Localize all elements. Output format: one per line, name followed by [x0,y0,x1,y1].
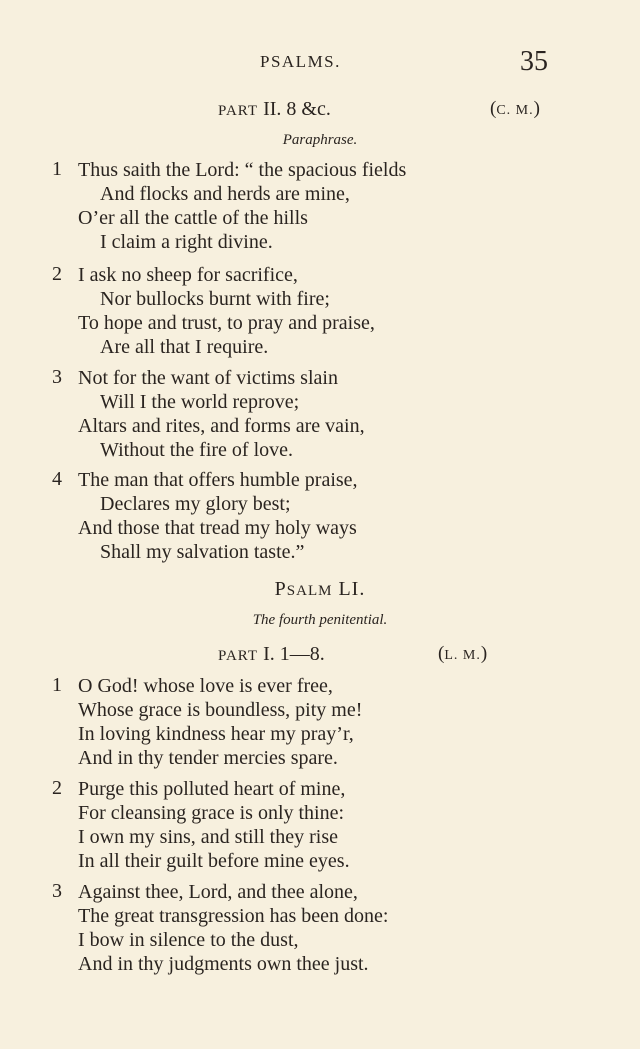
verse-number: 3 [52,366,62,388]
verse-line: Whose grace is boundless, pity me! [78,699,363,721]
verse-line: O’er all the cattle of the hills [78,207,308,229]
verse-line: And flocks and herds are mine, [100,183,350,205]
verse-number: 1 [52,674,62,696]
meter-label: (C. M.) [490,98,540,119]
verse-line: Without the fire of love. [100,439,294,461]
verse-line: For cleansing grace is only thine: [78,802,345,824]
verse-line: The great transgression has been done: [78,905,389,927]
part-label: PART I. 1—8. [218,643,325,665]
verse-number: 1 [52,158,62,180]
verse-line: In all their guilt before mine eyes. [78,850,350,872]
running-head [0,46,640,80]
verse-line: And in thy judgments own thee just. [78,953,369,975]
verse-line: To hope and trust, to pray and praise, [78,312,375,334]
verse-line: Shall my salvation taste.” [100,541,305,563]
verse-line: And those that tread my holy ways [78,517,357,539]
verse-line: Are all that I require. [100,336,269,358]
psalm-subtitle: The fourth penitential. [252,612,388,628]
verse-line: Nor bullocks burnt with fire; [100,288,330,310]
verse-line: O God! whose love is ever free, [78,675,333,697]
verse-number: 3 [52,880,62,902]
verse [0,366,640,462]
verse-number: 2 [52,777,62,799]
running-title: PSALMS. [260,52,341,71]
verse-number: 2 [52,263,62,285]
verse [0,674,640,770]
verse [0,880,640,976]
verse-line: I bow in silence to the dust, [78,929,299,951]
verse [0,777,640,873]
verse-line: Declares my glory best; [100,493,291,515]
meter-label: (L. M.) [438,643,488,664]
part-heading [0,98,640,124]
part-label: PART II. 8 &c. [218,98,331,120]
section-subtitle: Paraphrase. [282,132,358,148]
verse-line: In loving kindness hear my pray’r, [78,723,354,745]
verse-number: 4 [52,468,62,490]
verse-line: The man that offers humble praise, [78,469,358,491]
verse [0,158,640,254]
verse-line: I ask no sheep for sacrifice, [78,264,298,286]
verse [0,263,640,359]
verse-line: And in thy tender mercies spare. [78,747,338,769]
part-heading [0,643,640,669]
verse-line: Thus saith the Lord: “ the spacious fields [78,159,407,181]
verse-line: Not for the want of victims slain [78,367,338,389]
verse-line: Purge this polluted heart of mine, [78,778,346,800]
verse [0,468,640,564]
page-number: 35 [520,46,548,77]
verse-line: I claim a right divine. [100,231,273,253]
verse-line: Against thee, Lord, and thee alone, [78,881,358,903]
verse-line: I own my sins, and still they rise [78,826,338,848]
verse-line: Altars and rites, and forms are vain, [78,415,365,437]
psalm-title: PSALM LI. [274,578,366,600]
verse-line: Will I the world reprove; [100,391,300,413]
